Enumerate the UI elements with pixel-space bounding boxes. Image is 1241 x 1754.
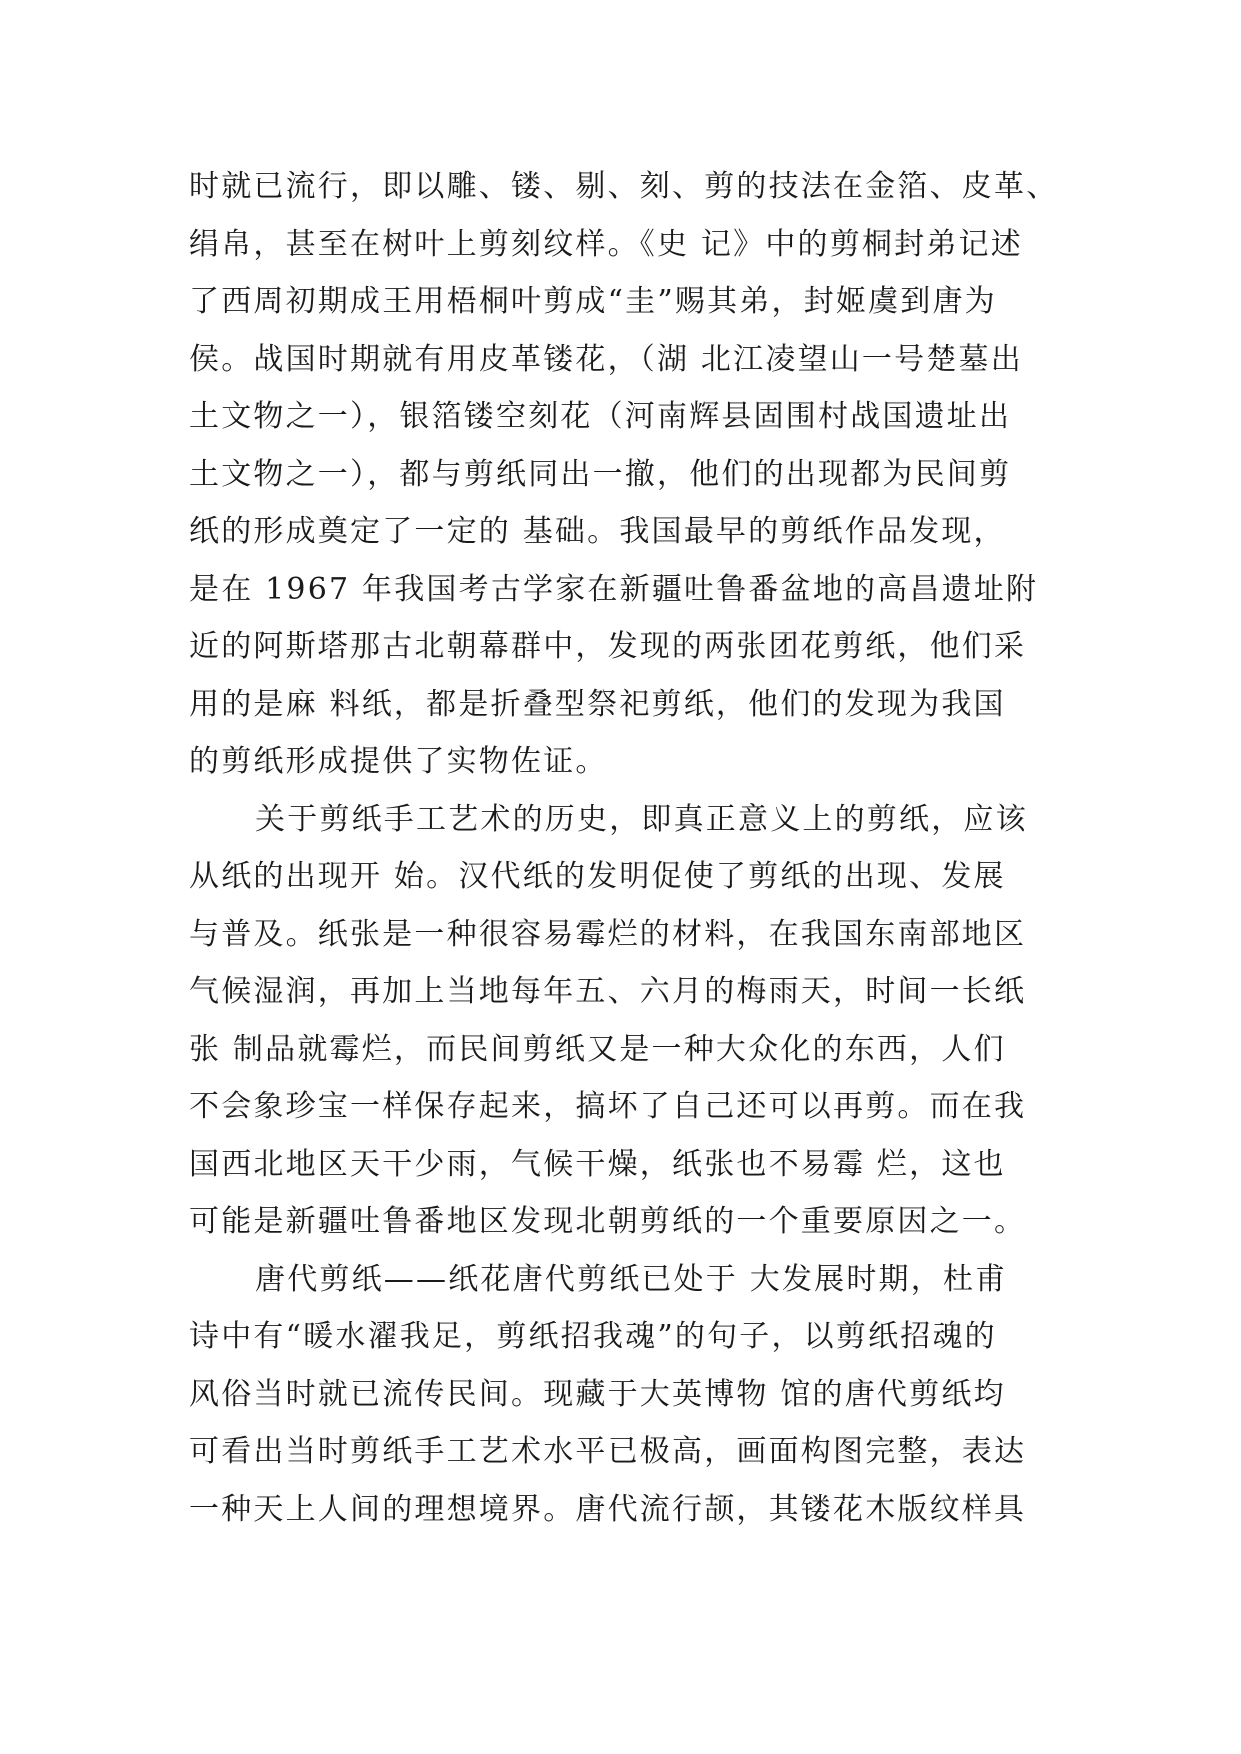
text-line: 土文物之一），都与剪纸同出一撤，他们的出现都为民间剪	[189, 456, 1012, 492]
text-line: 从纸的出现开 始。汉代纸的发明促使了剪纸的出现、发展	[189, 859, 1006, 894]
text-line: 一种天上人间的理想境界。唐代流行颉，其镂花木版纹样具	[189, 1491, 1027, 1527]
text-line: 张 制品就霉烂，而民间剪纸又是一种大众化的东西，人们	[189, 1031, 1006, 1067]
text-line: 诗中有“暖水濯我足，剪纸招我魂”的句子，以剪纸招魂的	[189, 1319, 997, 1354]
text-line: 气候湿润，再加上当地每年五、六月的梅雨天，时间一长纸	[189, 974, 1027, 1009]
body-text	[189, 158, 1057, 1538]
text-line: 可能是新疆吐鲁番地区发现北朝剪纸的一个重要原因之一。	[189, 1204, 1027, 1239]
text-line: 土文物之一），银箔镂空刻花（河南辉县固围村战国遗址出	[189, 399, 1012, 434]
text-line: 绢帛，甚至在树叶上剪刻纹样。《史 记》中的剪桐封弟记述	[189, 226, 1023, 262]
text-line: 唐代剪纸——纸花唐代剪纸已处于 大发展时期，杜甫	[255, 1261, 1008, 1297]
text-line: 可看出当时剪纸手工艺术水平已极高，画面构图完整，表达	[189, 1434, 1027, 1469]
text-line: 用的是麻 料纸，都是折叠型祭祀剪纸，他们的发现为我国	[189, 686, 1006, 722]
text-line: 不会象珍宝一样保存起来，搞坏了自己还可以再剪。而在我	[189, 1089, 1027, 1124]
text-line: 关于剪纸手工艺术的历史，即真正意义上的剪纸，应该	[255, 801, 1028, 837]
text-line: 与普及。纸张是一种很容易霉烂的材料，在我国东南部地区	[189, 916, 1027, 952]
text-line: 风俗当时就已流传民间。现藏于大英博物 馆的唐代剪纸均	[189, 1376, 1006, 1412]
text-line: 国西北地区天干少雨，气候干燥，纸张也不易霉 烂，这也	[189, 1146, 1006, 1182]
text-line: 的剪纸形成提供了实物佐证。	[189, 744, 608, 779]
text-line: 近的阿斯塔那古北朝幕群中，发现的两张团花剪纸，他们采	[189, 629, 1027, 664]
text-line: 了西周初期成王用梧桐叶剪成“圭”赐其弟，封姬虞到唐为	[189, 284, 997, 319]
text-line: 侯。战国时期就有用皮革镂花，（湖 北江凌望山一号楚墓出	[189, 341, 1023, 377]
text-line: 时就已流行，即以雕、镂、剔、刻、剪的技法在金箔、皮革、	[189, 169, 1059, 204]
text-line: 是在 1967 年我国考古学家在新疆吐鲁番盆地的高昌遗址附	[189, 571, 1039, 607]
text-line: 纸的形成奠定了一定的 基础。我国最早的剪纸作品发现，	[189, 514, 1006, 549]
